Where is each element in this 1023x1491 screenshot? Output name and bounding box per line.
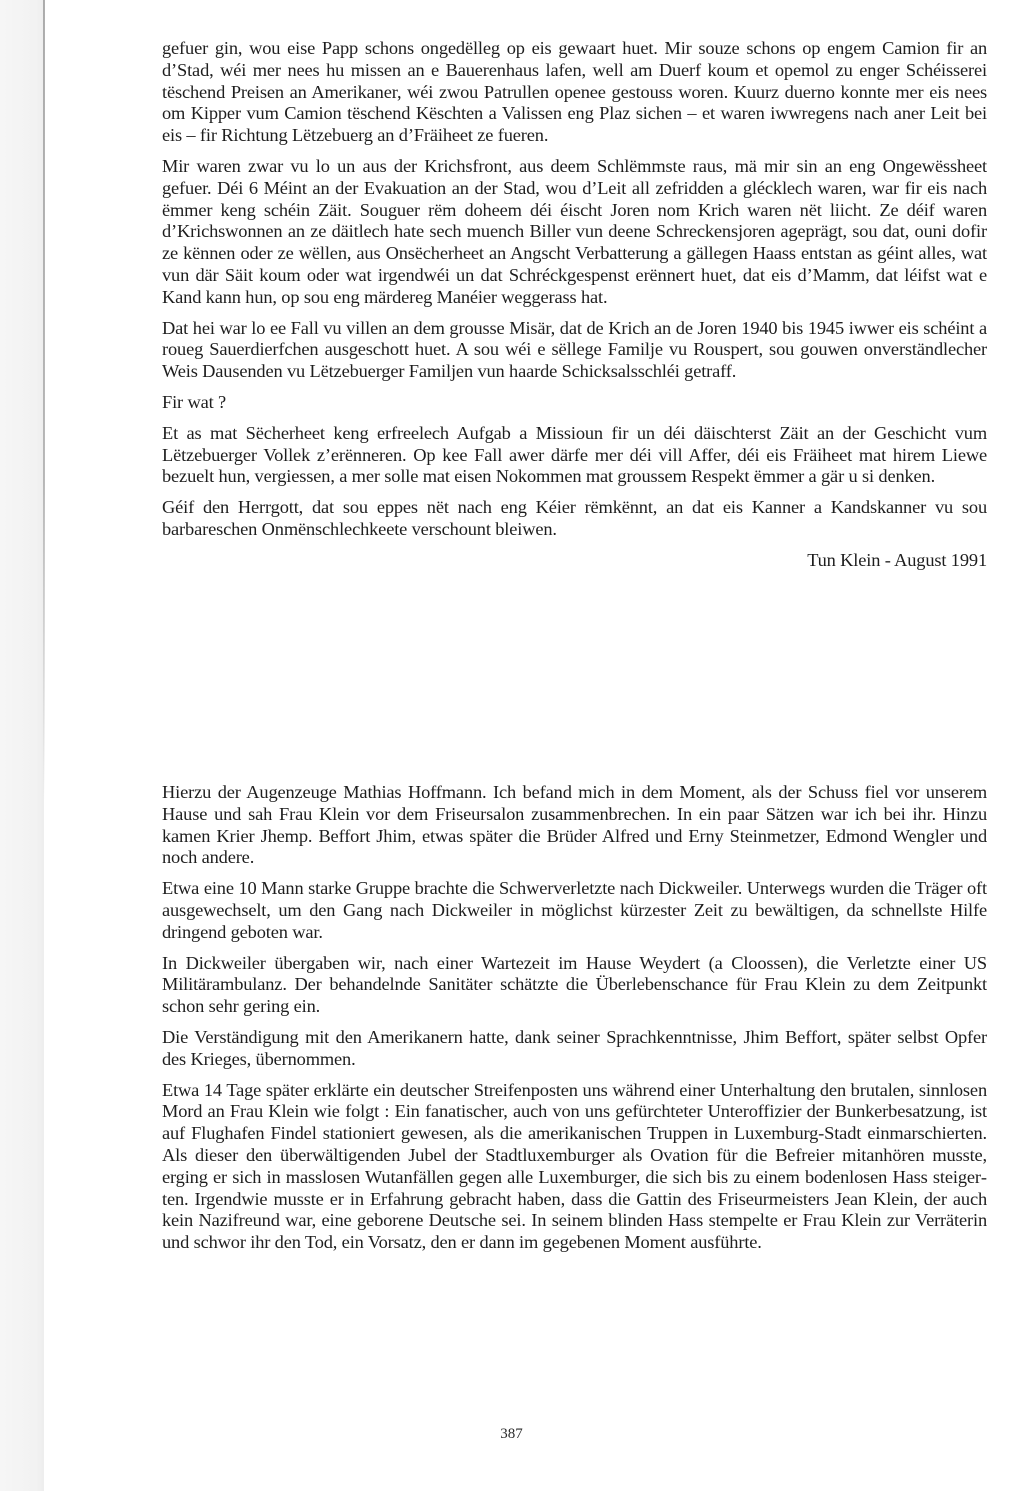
- luxembourgish-section: [162, 38, 987, 581]
- paragraph: Die Verständigung mit den Amerikanern hatte, dank seiner Sprachkenntnisse, Jhim Beffort, später selbst Opfer des Krieges, übernommen.: [162, 1026, 987, 1069]
- paragraph: Fir wat ?: [162, 391, 227, 412]
- paragraph: Etwa eine 10 Mann starke Gruppe brachte die Schwerverletzte nach Dickweiler. Unterwegs wurden die Träger oft ausgewechselt, um den Gang nach Dickweiler in möglichst kürzester Zeit zu bewältigen, da schnellste Hilfe dringend geboten war.: [162, 878, 987, 942]
- page-number: 387: [500, 1426, 523, 1442]
- binding-line: [43, 0, 45, 800]
- paragraph: Hierzu der Augenzeuge Mathias Hoffmann. Ich befand mich in dem Moment, als der Schuss fiel vor unserem Hause und sah Frau Klein vor dem Friseursalon zusammenbrechen. In ein paar Sätzen war ich bei ihr. Hinzu kamen Krier Jhemp. Beffort Jhim, etwas später die Brüder Alfred und Erny Steinmetzer, Edmond Wengler und noch andere.: [162, 782, 987, 868]
- paragraph: Et as mat Sëcherheet keng erfreelech Aufgab a Missioun fir un déi däischterst Zäit an der Geschicht vum Lëtzebuerger Vollek z’erënneren. Op kee Fall awer därfe mer déi vill Affer, déi eis Fräiheet mat hirem Liewe bezuelt hun, vergiessen, a mer solle mat eisen Nokommen mat groussem Respekt ëmmer a gär u si denken.: [162, 422, 987, 487]
- paragraph: gefuer gin, wou eise Papp schons ongedëlleg op eis gewaart huet. Mir souze schons op engem Camion fir an d’Stad, wéi mer nees hu missen an e Bauerenhaus lafen, well am Duerf koum et opemol zu enger Schéisserei tëschend Preisen an Amerikaner, wéi zwou Patrullen openee gestouss woren. Kuurz duerno konnte mer eis nees om Kipper vum Camion tëschend Këschten a Valissen eng Plaz sichen – et waren iwwregens nach aner Leit bei eis – fir Richtung Lëtzebuerg an d’Fräiheet ze fueren.: [162, 38, 987, 146]
- paragraph: Géif den Herrgott, dat sou eppes nët nach eng Kéier rëmkënnt, an dat eis Kanner a Kandskanner vu sou barbareschen Onmënschlechkeete verschount bleiwen.: [162, 497, 987, 539]
- paragraph: Dat hei war lo ee Fall vu villen an dem grousse Misär, dat de Krich an de Joren 1940 bis 1945 iwwer eis schéint a roueg Sauerdierfchen ausgeschott huet. A sou wéi e sëllege Familje vu Rouspert, sou gouwen onverständlecher Weis Dausenden vu Lëtzebuerger Familjen vun haarde Schicksalsschléi getraff.: [162, 317, 987, 382]
- paragraph: Mir waren zwar vu lo un aus der Krichsfront, aus deem Schlëmmste raus, mä mir sin an eng Ongewëssheet gefuer. Déi 6 Méint an der Evakuation an der Stad, wou d’Leit all zefridden a glécklech waren, war fir eis nach ëmmer keng schéin Zäit. Souguer rëm doheem déi éischt Joren nom Krich waren nët liicht. Ze déif waren d’Krichswonnen an ze däitlech hate sech muench Biller vun deene Schreckensjoren ageprägt, sou dat, ouni dofir ze kënnen oder ze wëllen, aus Onsëcherheet an Angscht Verbatterung a gällegen Haass entstan as géint alles, wat vun där Säit koum oder wat irgendwéi un dat Schréckgespenst erënnert huet, dat eis d’Mamm, dat léifst wat e Kand kann hun, op sou eng märdereg Manéier weggerass hat.: [162, 155, 987, 307]
- page-gutter: [0, 0, 44, 1491]
- paragraph: Etwa 14 Tage später erklärte ein deutscher Streifenposten uns während einer Unterhaltung den brutalen, sinnlosen Mord an Frau Klein wie folgt : Ein fanatischer, auch von uns gefürchteter Unteroffizier der Bunkerbesatzung, ist auf Flughafen Findel stationiert gewesen, als die amerikanischen Truppen in Luxemburg-Stadt einmarschierten. Als dieser den überwältigenden Jubel der Stadtluxemburger als Ovation für die Befreier mitanhören musste, erging er sich in masslosen Wutanfällen gegen alle Luxemburger, die sich bis zu einem bodenlosen Hass steigerten. Irgendwie musste er in Erfahrung gebracht haben, dass die Gattin des Friseurmeisters Jean Klein, der auch kein Nazifreund war, eine geborene Deutsche sei. In seinem blinden Hass stempelte er Frau Klein zur Verräterin und schwor ihr den Tod, ein Vorsatz, den er dann im gegebenen Moment ausführte.: [162, 1079, 987, 1253]
- author-signature: Tun Klein - August 1991: [807, 549, 987, 570]
- paragraph: In Dickweiler übergaben wir, nach einer Wartezeit im Hause Weydert (a Cloossen), die Verletzte einer US Militärambulanz. Der behandelnde Sanitäter schätzte die Überlebenschance für Frau Klein zu dem Zeitpunkt schon sehr gering ein.: [162, 952, 987, 1017]
- german-section: [162, 782, 987, 1263]
